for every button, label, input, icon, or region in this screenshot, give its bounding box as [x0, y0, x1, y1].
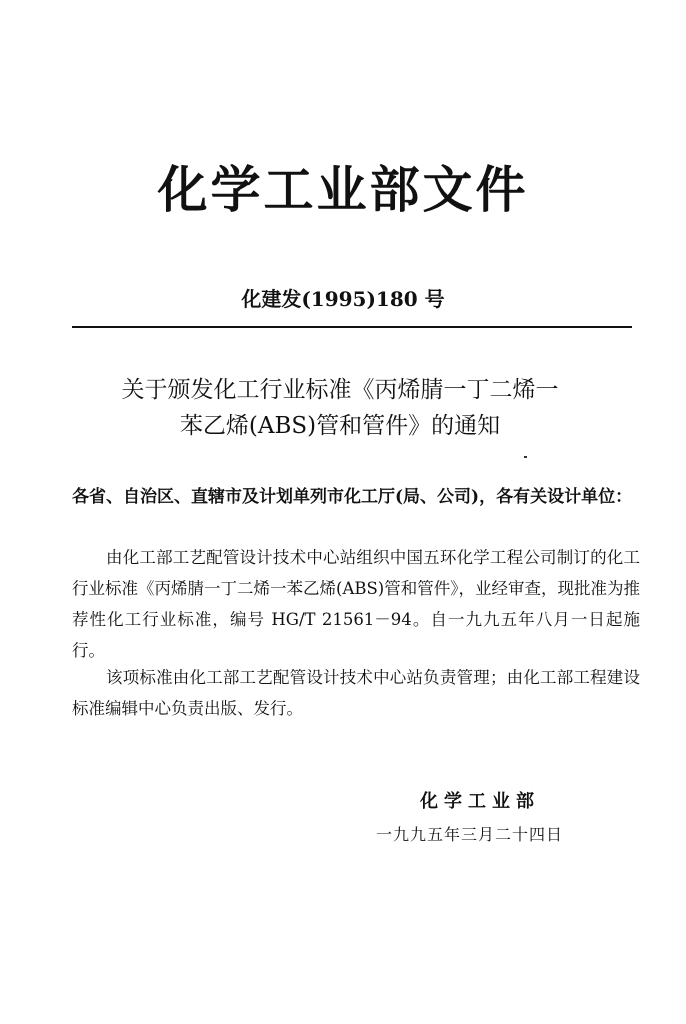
- addressee: 各省、自治区、直辖市及计划单列市化工厅(局、公司)，各有关设计单位：: [72, 487, 633, 507]
- body-paragraph-1: 由化工部工艺配管设计技术中心站组织中国五环化学工程公司制订的化工行业标准《丙烯腈一丁二烯一苯乙烯(ABS)管和管件》，业经审查，现批准为推荐性化工行业标准，编号 HG/T 21561－94。自一九九五年八月一日起施行。: [72, 548, 640, 660]
- document-header-title: 化学工业部文件: [157, 161, 529, 219]
- notice-title-line-2: 苯乙烯(ABS)管和管件》的通知: [179, 413, 501, 439]
- scan-speck: [524, 456, 527, 458]
- issuer-signature: 化学工业部: [420, 791, 540, 812]
- notice-title: [60, 372, 620, 444]
- header-divider: [72, 326, 632, 328]
- body-paragraph-2: 该项标准由化工部工艺配管设计技术中心站负责管理；由化工部工程建设标准编辑中心负责出版、发行。: [72, 668, 640, 718]
- issue-date: 一九九五年三月二十四日: [376, 825, 564, 844]
- document-number: 化建发(1995)180 号: [241, 287, 445, 311]
- notice-title-line-1: 关于颁发化工行业标准《丙烯腈一丁二烯一: [121, 377, 559, 403]
